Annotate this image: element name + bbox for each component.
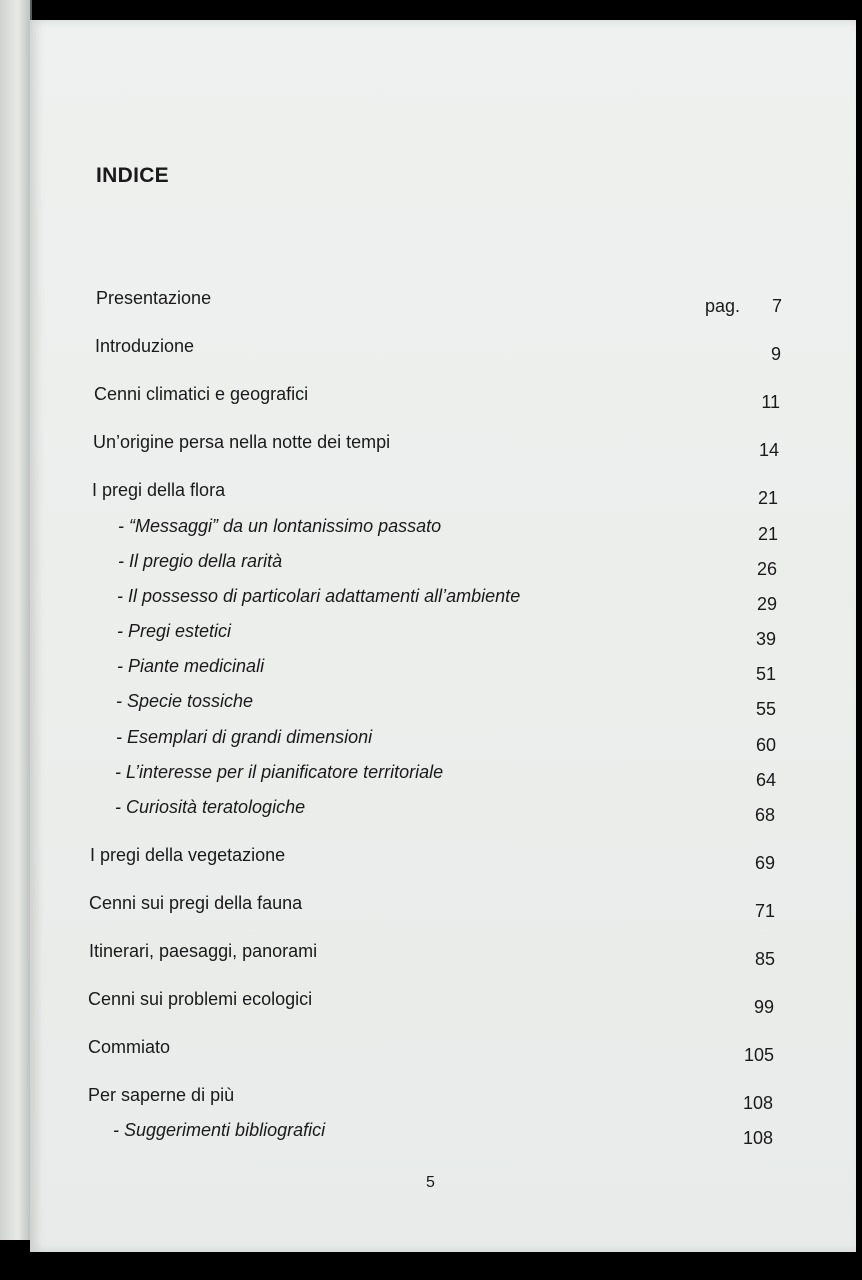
toc-entry-page: 14 [758, 440, 779, 460]
toc-entry [92, 476, 778, 508]
toc-entry-page: 51 [755, 664, 776, 684]
toc-entry-page: 39 [755, 629, 776, 649]
toc-entry-title: - Esemplari di grandi dimensioni [116, 727, 373, 747]
toc-entry-page: 99 [753, 997, 774, 1017]
toc-subentry [118, 547, 777, 579]
toc-subentry [118, 512, 778, 544]
toc-entry-title: Introduzione [95, 336, 195, 356]
toc-subentry [116, 687, 776, 719]
toc-entry-page: 71 [754, 901, 775, 921]
toc-entry-title: Cenni sui pregi della fauna [89, 893, 303, 913]
book-page [30, 20, 856, 1252]
toc-entry [96, 284, 782, 316]
toc-entry-title: Commiato [88, 1037, 171, 1057]
toc-entry-title: Un’origine persa nella notte dei tempi [93, 432, 391, 452]
toc-entry [88, 1081, 773, 1113]
toc-entry-title: Presentazione [96, 288, 212, 308]
toc-entry-page: 68 [754, 805, 775, 825]
toc-entry-page: 9 [770, 344, 781, 364]
toc-entry-title: - L’interesse per il pianificatore territoriale [115, 762, 444, 782]
toc-entry [88, 985, 774, 1017]
toc-subentry [117, 582, 777, 614]
toc-entry-title: - Curiosità teratologiche [115, 797, 306, 817]
toc-entry-page: 108 [742, 1093, 773, 1113]
toc-entry-page: 69 [754, 853, 775, 873]
toc-entry-page: 108 [742, 1128, 773, 1148]
toc-entry [89, 889, 775, 921]
toc-entry [93, 428, 779, 460]
toc-entry-page: 21 [757, 488, 778, 508]
toc-entry [89, 937, 775, 969]
toc-entry-page: 11 [761, 392, 780, 412]
toc-heading: INDICE [96, 164, 169, 187]
toc-entry-page: 85 [754, 949, 775, 969]
toc-entry-title: Cenni sui problemi ecologici [88, 989, 313, 1009]
toc-entry-page: 29 [756, 594, 777, 614]
toc-entry [95, 332, 781, 364]
toc-entry-title: - Il possesso di particolari adattamenti all’ambiente [117, 586, 521, 606]
toc-subentry [113, 1116, 773, 1148]
toc-entry [90, 841, 775, 873]
toc-entry-page: 60 [755, 735, 776, 755]
toc-subentry [116, 723, 776, 755]
toc-entry-title: - Pregi estetici [117, 621, 232, 641]
toc-entry-title: Itinerari, paesaggi, panorami [89, 941, 318, 961]
toc-entry-page: 7 [771, 296, 782, 316]
toc-entry-title: - Il pregio della rarità [118, 551, 283, 571]
toc-entry-page: 21 [757, 524, 778, 544]
toc-subentry [117, 652, 776, 684]
toc-subentry [115, 758, 776, 790]
toc-subentry [115, 793, 775, 825]
toc-entry-page: 55 [755, 699, 776, 719]
toc-entry-title: - Suggerimenti bibliografici [113, 1120, 326, 1140]
toc-entry [88, 1033, 774, 1065]
toc-entry-title: Per saperne di più [88, 1085, 235, 1105]
toc-entry-title: I pregi della flora [92, 480, 226, 500]
page-edge [0, 0, 32, 1240]
toc-entry-title: Cenni climatici e geografici [94, 384, 309, 404]
toc-entry-title: I pregi della vegetazione [90, 845, 286, 865]
toc-entry-title: - “Messaggi” da un lontanissimo passato [118, 516, 442, 536]
toc-entry [94, 380, 780, 412]
page-number: 5 [426, 1174, 435, 1191]
toc-subentry [117, 617, 776, 649]
toc-entry-title: - Specie tossiche [116, 691, 254, 711]
toc-entry-title: - Piante medicinali [117, 656, 265, 676]
table-of-contents [30, 20, 856, 1252]
toc-entry-page: 105 [743, 1045, 774, 1065]
pag-label: pag. [704, 296, 740, 316]
toc-entry-page: 26 [756, 559, 777, 579]
toc-entry-page: 64 [755, 770, 776, 790]
